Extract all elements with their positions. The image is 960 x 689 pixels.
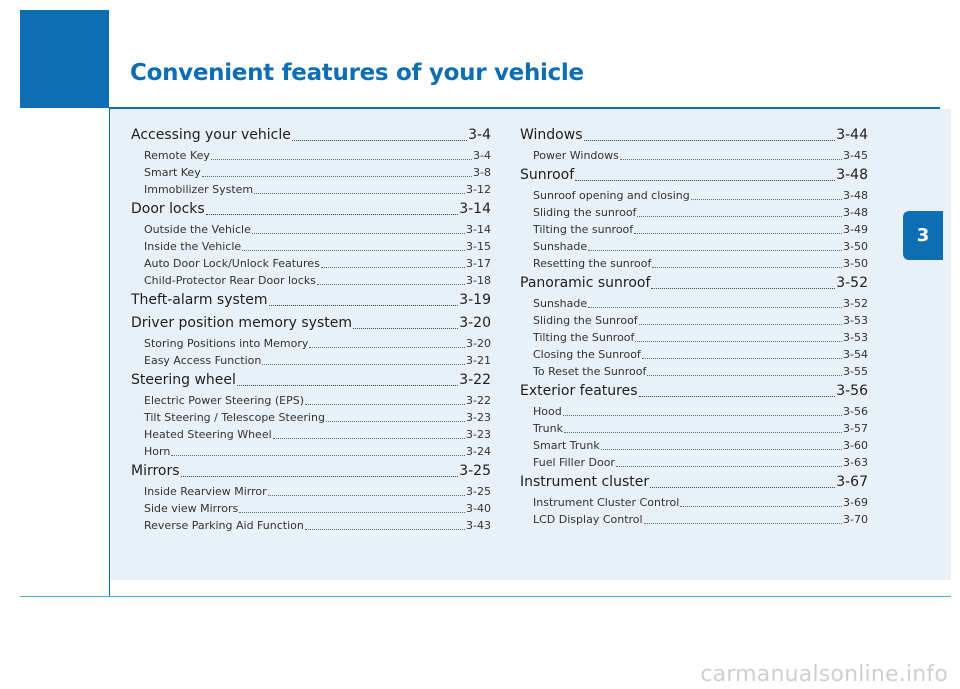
toc-section-title: Sunroof — [520, 167, 575, 183]
toc-subentry[interactable] — [520, 312, 868, 329]
toc-subentry[interactable] — [131, 164, 491, 181]
dot-leader — [588, 307, 842, 308]
dot-leader — [639, 324, 842, 325]
toc-subentry-label: Storing Positions into Memory — [144, 337, 309, 350]
toc-subentry-label: Horn — [144, 445, 171, 458]
toc-subentry-label: Fuel Filler Door — [533, 456, 615, 469]
toc-section-title: Driver position memory system — [131, 315, 352, 331]
dot-leader — [563, 415, 842, 416]
dot-leader — [292, 140, 467, 141]
toc-subentry-label: Reverse Parking Aid Function — [144, 519, 304, 532]
toc-subentry-label: Power Windows — [533, 149, 619, 162]
dot-leader — [650, 487, 835, 488]
toc-subentry-page: 3-21 — [466, 354, 491, 367]
toc-subentry[interactable] — [520, 238, 868, 255]
toc-subentry-label: Heated Steering Wheel — [144, 428, 272, 441]
toc-subentry[interactable] — [520, 221, 868, 238]
dot-leader — [691, 199, 842, 200]
dot-leader — [242, 250, 465, 251]
toc-subentry-label: Sliding the Sunroof — [533, 314, 638, 327]
toc-section-page: 3-20 — [459, 315, 491, 331]
toc-section-page: 3-25 — [459, 463, 491, 479]
toc-subentry-page: 3-49 — [843, 223, 868, 236]
toc-subentry-label: Outside the Vehicle — [144, 223, 251, 236]
toc-subentry-label: Tilting the sunroof — [533, 223, 634, 236]
dot-leader — [642, 358, 842, 359]
toc-subentry-page: 3-48 — [843, 206, 868, 219]
toc-subentry-page: 3-23 — [466, 411, 491, 424]
toc-section-entry[interactable] — [131, 198, 491, 221]
toc-subentry-label: Resetting the sunroof — [533, 257, 652, 270]
toc-subentry[interactable] — [520, 295, 868, 312]
dot-leader — [305, 529, 465, 530]
toc-subentry-page: 3-57 — [843, 422, 868, 435]
toc-column-right — [520, 124, 868, 528]
toc-subentry[interactable] — [520, 420, 868, 437]
toc-subentry-label: Inside Rearview Mirror — [144, 485, 267, 498]
toc-section-entry[interactable] — [131, 312, 491, 335]
margin-rule — [109, 107, 110, 597]
dot-leader — [644, 523, 842, 524]
toc-section-page: 3-56 — [836, 383, 868, 399]
dot-leader — [239, 512, 465, 513]
toc-section-page: 3-52 — [836, 275, 868, 291]
toc-subentry[interactable] — [520, 329, 868, 346]
dot-leader — [588, 250, 842, 251]
toc-subentry[interactable] — [131, 517, 491, 534]
toc-subentry-page: 3-25 — [466, 485, 491, 498]
toc-subentry-label: Hood — [533, 405, 562, 418]
dot-leader — [237, 385, 458, 386]
toc-section-title: Instrument cluster — [520, 474, 650, 490]
toc-section-title: Accessing your vehicle — [131, 127, 291, 143]
toc-section-title: Panoramic sunroof — [520, 275, 651, 291]
toc-subentry[interactable] — [520, 187, 868, 204]
toc-subentry[interactable] — [131, 238, 491, 255]
toc-subentry-label: Sliding the sunroof — [533, 206, 637, 219]
toc-subentry[interactable] — [520, 147, 868, 164]
toc-section-title: Steering wheel — [131, 372, 236, 388]
dot-leader — [651, 288, 835, 289]
toc-subentry-page: 3-45 — [843, 149, 868, 162]
toc-subentry[interactable] — [131, 255, 491, 272]
toc-subentry[interactable] — [131, 147, 491, 164]
toc-subentry[interactable] — [520, 437, 868, 454]
dot-leader — [309, 347, 465, 348]
chapter-tab[interactable]: 3 — [903, 211, 943, 260]
toc-subentry-page: 3-22 — [466, 394, 491, 407]
dot-leader — [635, 341, 842, 342]
dot-leader — [269, 305, 459, 306]
toc-subentry[interactable] — [131, 335, 491, 352]
toc-subentry[interactable] — [520, 511, 868, 528]
dot-leader — [639, 396, 836, 397]
toc-section-page: 3-67 — [836, 474, 868, 490]
toc-subentry-page: 3-18 — [466, 274, 491, 287]
toc-subentry[interactable] — [520, 454, 868, 471]
toc-section-page: 3-22 — [459, 372, 491, 388]
dot-leader — [202, 176, 472, 177]
toc-subentry-page: 3-15 — [466, 240, 491, 253]
toc-subentry-page: 3-53 — [843, 314, 868, 327]
footer-rule — [20, 596, 951, 597]
dot-leader — [252, 233, 465, 234]
dot-leader — [634, 233, 842, 234]
toc-section-title: Door locks — [131, 201, 205, 217]
toc-subentry-label: Easy Access Function — [144, 354, 262, 367]
dot-leader — [575, 180, 835, 181]
toc-subentry[interactable] — [520, 494, 868, 511]
toc-subentry-label: Auto Door Lock/Unlock Features — [144, 257, 320, 270]
toc-section-page: 3-48 — [836, 167, 868, 183]
dot-leader — [254, 193, 465, 194]
toc-section-entry[interactable] — [520, 124, 868, 147]
toc-section-entry[interactable] — [131, 460, 491, 483]
toc-subentry-page: 3-50 — [843, 257, 868, 270]
toc-section-entry[interactable] — [520, 164, 868, 187]
watermark: carmanualsonline.info — [700, 662, 948, 687]
dot-leader — [680, 506, 842, 507]
toc-section-title: Windows — [520, 127, 583, 143]
toc-subentry-page: 3-14 — [466, 223, 491, 236]
toc-subentry-page: 3-54 — [843, 348, 868, 361]
toc-subentry-page: 3-4 — [473, 149, 491, 162]
toc-subentry[interactable] — [131, 221, 491, 238]
toc-subentry-label: Closing the Sunroof — [533, 348, 641, 361]
dot-leader — [206, 214, 459, 215]
dot-leader — [268, 495, 465, 496]
toc-subentry-page: 3-23 — [466, 428, 491, 441]
toc-subentry-page: 3-60 — [843, 439, 868, 452]
toc-subentry-label: Tilt Steering / Telescope Steering — [144, 411, 325, 424]
toc-subentry[interactable] — [520, 363, 868, 380]
toc-subentry-page: 3-69 — [843, 496, 868, 509]
toc-section-title: Theft-alarm system — [131, 292, 268, 308]
toc-subentry-page: 3-52 — [843, 297, 868, 310]
toc-section-entry[interactable] — [520, 380, 868, 403]
toc-section-page: 3-19 — [459, 292, 491, 308]
toc-section-page: 3-44 — [836, 127, 868, 143]
toc-subentry-page: 3-50 — [843, 240, 868, 253]
dot-leader — [273, 438, 465, 439]
toc-subentry[interactable] — [131, 181, 491, 198]
toc-subentry-page: 3-53 — [843, 331, 868, 344]
dot-leader — [326, 421, 465, 422]
dot-leader — [211, 159, 472, 160]
toc-subentry-label: Sunshade — [533, 240, 588, 253]
toc-subentry-label: To Reset the Sunroof — [533, 365, 647, 378]
toc-subentry[interactable] — [131, 352, 491, 369]
toc-subentry-label: Side view Mirrors — [144, 502, 239, 515]
toc-subentry-page: 3-48 — [843, 189, 868, 202]
toc-section-entry[interactable] — [520, 471, 868, 494]
toc-subentry-label: LCD Display Control — [533, 513, 643, 526]
dot-leader — [584, 140, 836, 141]
dot-leader — [601, 449, 842, 450]
dot-leader — [652, 267, 842, 268]
toc-subentry-label: Trunk — [533, 422, 563, 435]
toc-subentry-page: 3-70 — [843, 513, 868, 526]
toc-column-left — [131, 124, 491, 534]
toc-section-title: Exterior features — [520, 383, 638, 399]
toc-subentry-page: 3-63 — [843, 456, 868, 469]
toc-subentry[interactable] — [520, 255, 868, 272]
toc-subentry-label: Immobilizer System — [144, 183, 254, 196]
dot-leader — [181, 476, 459, 477]
toc-subentry-label: Smart Key — [144, 166, 201, 179]
toc-subentry-label: Smart Trunk — [533, 439, 600, 452]
toc-subentry[interactable] — [131, 483, 491, 500]
toc-subentry-page: 3-17 — [466, 257, 491, 270]
dot-leader — [321, 267, 465, 268]
chapter-corner-block — [20, 10, 109, 108]
toc-subentry[interactable] — [131, 392, 491, 409]
toc-section-title: Mirrors — [131, 463, 180, 479]
page-title: Convenient features of your vehicle — [130, 60, 584, 86]
toc-subentry-page: 3-8 — [473, 166, 491, 179]
dot-leader — [305, 404, 465, 405]
toc-subentry-label: Child-Protector Rear Door locks — [144, 274, 316, 287]
dot-leader — [171, 455, 465, 456]
toc-subentry-page: 3-20 — [466, 337, 491, 350]
toc-subentry[interactable] — [131, 409, 491, 426]
toc-subentry[interactable] — [520, 204, 868, 221]
toc-subentry-page: 3-56 — [843, 405, 868, 418]
toc-subentry[interactable] — [520, 346, 868, 363]
dot-leader — [262, 364, 465, 365]
toc-subentry[interactable] — [131, 443, 491, 460]
dot-leader — [616, 466, 842, 467]
toc-subentry-page: 3-43 — [466, 519, 491, 532]
toc-subentry-label: Instrument Cluster Control — [533, 496, 680, 509]
toc-subentry-label: Sunroof opening and closing — [533, 189, 690, 202]
toc-subentry-label: Electric Power Steering (EPS) — [144, 394, 305, 407]
toc-subentry[interactable] — [131, 500, 491, 517]
toc-section-page: 3-14 — [459, 201, 491, 217]
toc-section-page: 3-4 — [468, 127, 491, 143]
toc-subentry-page: 3-40 — [466, 502, 491, 515]
toc-section-entry[interactable] — [131, 289, 491, 312]
toc-section-entry[interactable] — [520, 272, 868, 295]
toc-subentry-label: Sunshade — [533, 297, 588, 310]
toc-subentry[interactable] — [131, 272, 491, 289]
toc-subentry[interactable] — [520, 403, 868, 420]
toc-subentry-label: Tilting the Sunroof — [533, 331, 635, 344]
dot-leader — [647, 375, 842, 376]
toc-subentry-label: Inside the Vehicle — [144, 240, 242, 253]
toc-subentry-page: 3-55 — [843, 365, 868, 378]
dot-leader — [353, 328, 458, 329]
dot-leader — [564, 432, 842, 433]
dot-leader — [637, 216, 842, 217]
toc-subentry[interactable] — [131, 426, 491, 443]
toc-section-entry[interactable] — [131, 369, 491, 392]
toc-subentry-label: Remote Key — [144, 149, 210, 162]
toc-subentry-page: 3-24 — [466, 445, 491, 458]
dot-leader — [317, 284, 465, 285]
toc-section-entry[interactable] — [131, 124, 491, 147]
toc-subentry-page: 3-12 — [466, 183, 491, 196]
dot-leader — [620, 159, 842, 160]
